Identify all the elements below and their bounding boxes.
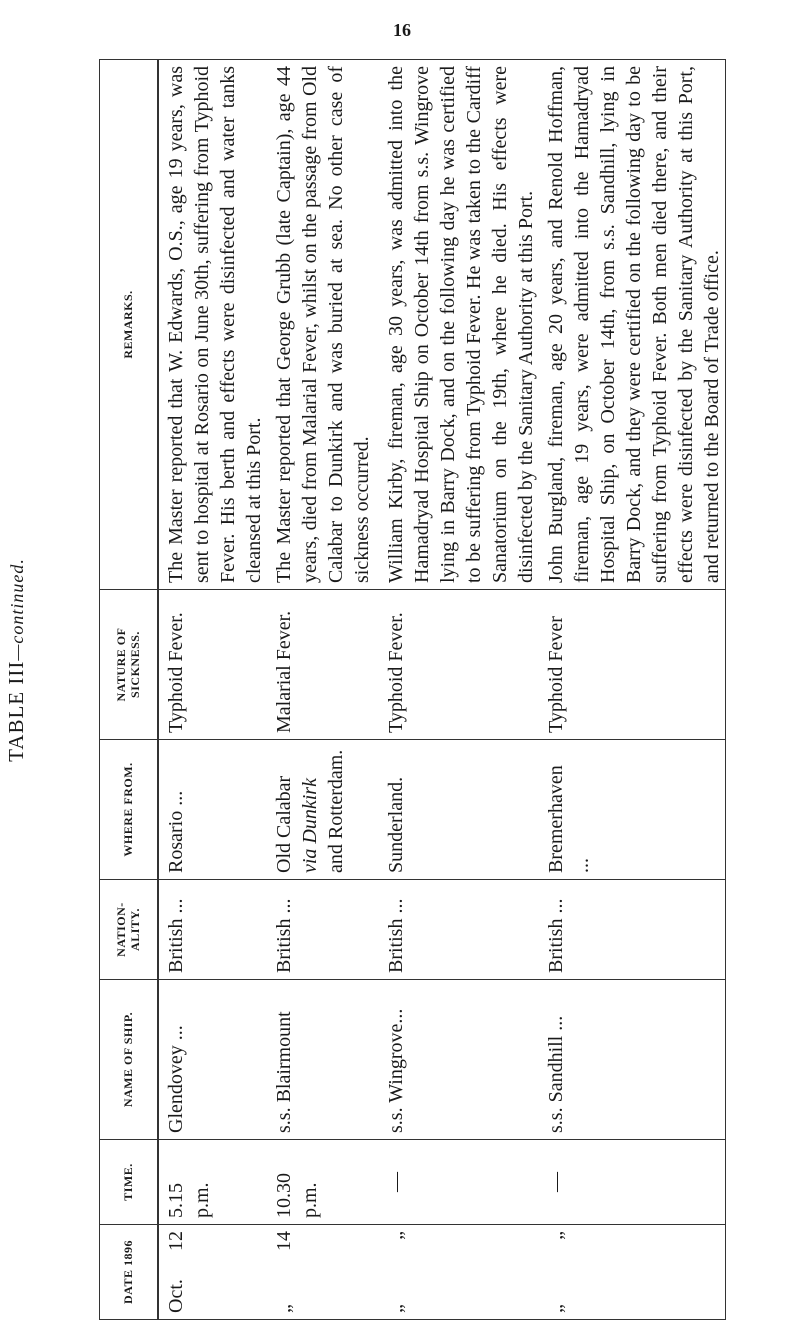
date-day: 14 xyxy=(272,1231,295,1251)
header-sickness: NATURE OF SICKNESS. xyxy=(100,590,158,740)
time-cell: 10.30 p.m. xyxy=(267,1140,379,1225)
header-remarks: REMARKS. xyxy=(100,60,158,590)
date-month: Oct. xyxy=(164,1279,187,1313)
table-row xyxy=(379,60,539,1320)
date-day: „ xyxy=(384,1231,407,1240)
sickness-table xyxy=(99,59,726,1320)
time-cell: — xyxy=(379,1140,539,1225)
date-month: „ xyxy=(272,1304,295,1313)
date-cell xyxy=(158,1225,267,1320)
where-from-cell: Rosario ... xyxy=(158,740,267,880)
where-from-cell: Sunderland. xyxy=(379,740,539,880)
header-date: DATE 1896 xyxy=(100,1225,158,1320)
time-cell: 5.15 p.m. xyxy=(158,1140,267,1225)
time-cell: — xyxy=(539,1140,726,1225)
header-nationality: NATION- ALITY. xyxy=(100,880,158,980)
date-cell xyxy=(379,1225,539,1320)
ship-cell: Glendovey ... xyxy=(158,980,267,1140)
table-container xyxy=(99,60,723,1320)
remarks-cell: John Burgland, fireman, age 20 years, and Renold Hoffman, fireman, age 19 years, were admitted into the Hamadryad Hospital Ship, on October 14th, from s.s. Sandhill, lying in Barry Dock, and they were certified on the following day to be suffering from Typhoid Fever. Both men died there, and their effects were disinfected by the Sanitary Authority at this Port, and returned to the Board of Trade office. xyxy=(539,60,726,590)
ship-cell: s.s. Wingrove... xyxy=(379,980,539,1140)
where-from-cell xyxy=(267,740,379,880)
date-month: „ xyxy=(384,1304,407,1313)
nationality-cell: British ... xyxy=(267,880,379,980)
where-from-line: Old Calabar xyxy=(272,775,295,873)
where-from-line: and Rotterdam. xyxy=(324,749,347,873)
ship-cell: s.s. Sandhill ... xyxy=(539,980,726,1140)
nationality-cell: British ... xyxy=(158,880,267,980)
remarks-cell: The Master reported that W. Edwards, O.S., age 19 years, was sent to hospital at Rosario on June 30th, suffering from Typhoid Fever. His berth and effects were disinfected and water tanks cleansed at this Port. xyxy=(158,60,267,590)
nationality-cell: British ... xyxy=(379,880,539,980)
date-day: 12 xyxy=(164,1231,187,1251)
sickness-cell: Typhoid Fever xyxy=(539,590,726,740)
nationality-cell: British ... xyxy=(539,880,726,980)
header-where-from: WHERE FROM. xyxy=(100,740,158,880)
remarks-cell: William Kirby, fireman, age 30 years, was admitted into the Hamadryad Hospital Ship on October 14th from s.s. Wingrove lying in Barry Dock, and on the following day he was certified to be suffering from Typhoid Fever. He was taken to the Cardiff Sanatorium on the 19th, where he died. His effects were disinfected by the Sanitary Authority at this Port. xyxy=(379,60,539,590)
date-month: „ xyxy=(544,1304,567,1313)
date-day: „ xyxy=(544,1231,567,1240)
header-time: TIME. xyxy=(100,1140,158,1225)
ship-cell: s.s. Blairmount xyxy=(267,980,379,1140)
table-title-main: TABLE III xyxy=(4,660,28,762)
sickness-cell: Malarial Fever. xyxy=(267,590,379,740)
where-from-line: via Dunkirk xyxy=(298,778,321,873)
sickness-cell: Typhoid Fever. xyxy=(158,590,267,740)
table-row xyxy=(539,60,726,1320)
table-title-suffix: —continued. xyxy=(7,558,27,661)
table-row xyxy=(158,60,267,1320)
where-from-cell: Bremerhaven ... xyxy=(539,740,726,880)
sickness-cell: Typhoid Fever. xyxy=(379,590,539,740)
table-header-row xyxy=(100,60,158,1320)
date-cell xyxy=(539,1225,726,1320)
date-cell xyxy=(267,1225,379,1320)
remarks-cell: The Master reported that George Grubb (late Captain), age 44 years, died from Malarial Fever, whilst on the passage from Old Calabar to Dunkirk and was buried at sea. No other case of sickness occurred. xyxy=(267,60,379,590)
table-row xyxy=(267,60,379,1320)
page-number: 16 xyxy=(393,20,411,40)
header-ship: NAME OF SHIP. xyxy=(100,980,158,1140)
